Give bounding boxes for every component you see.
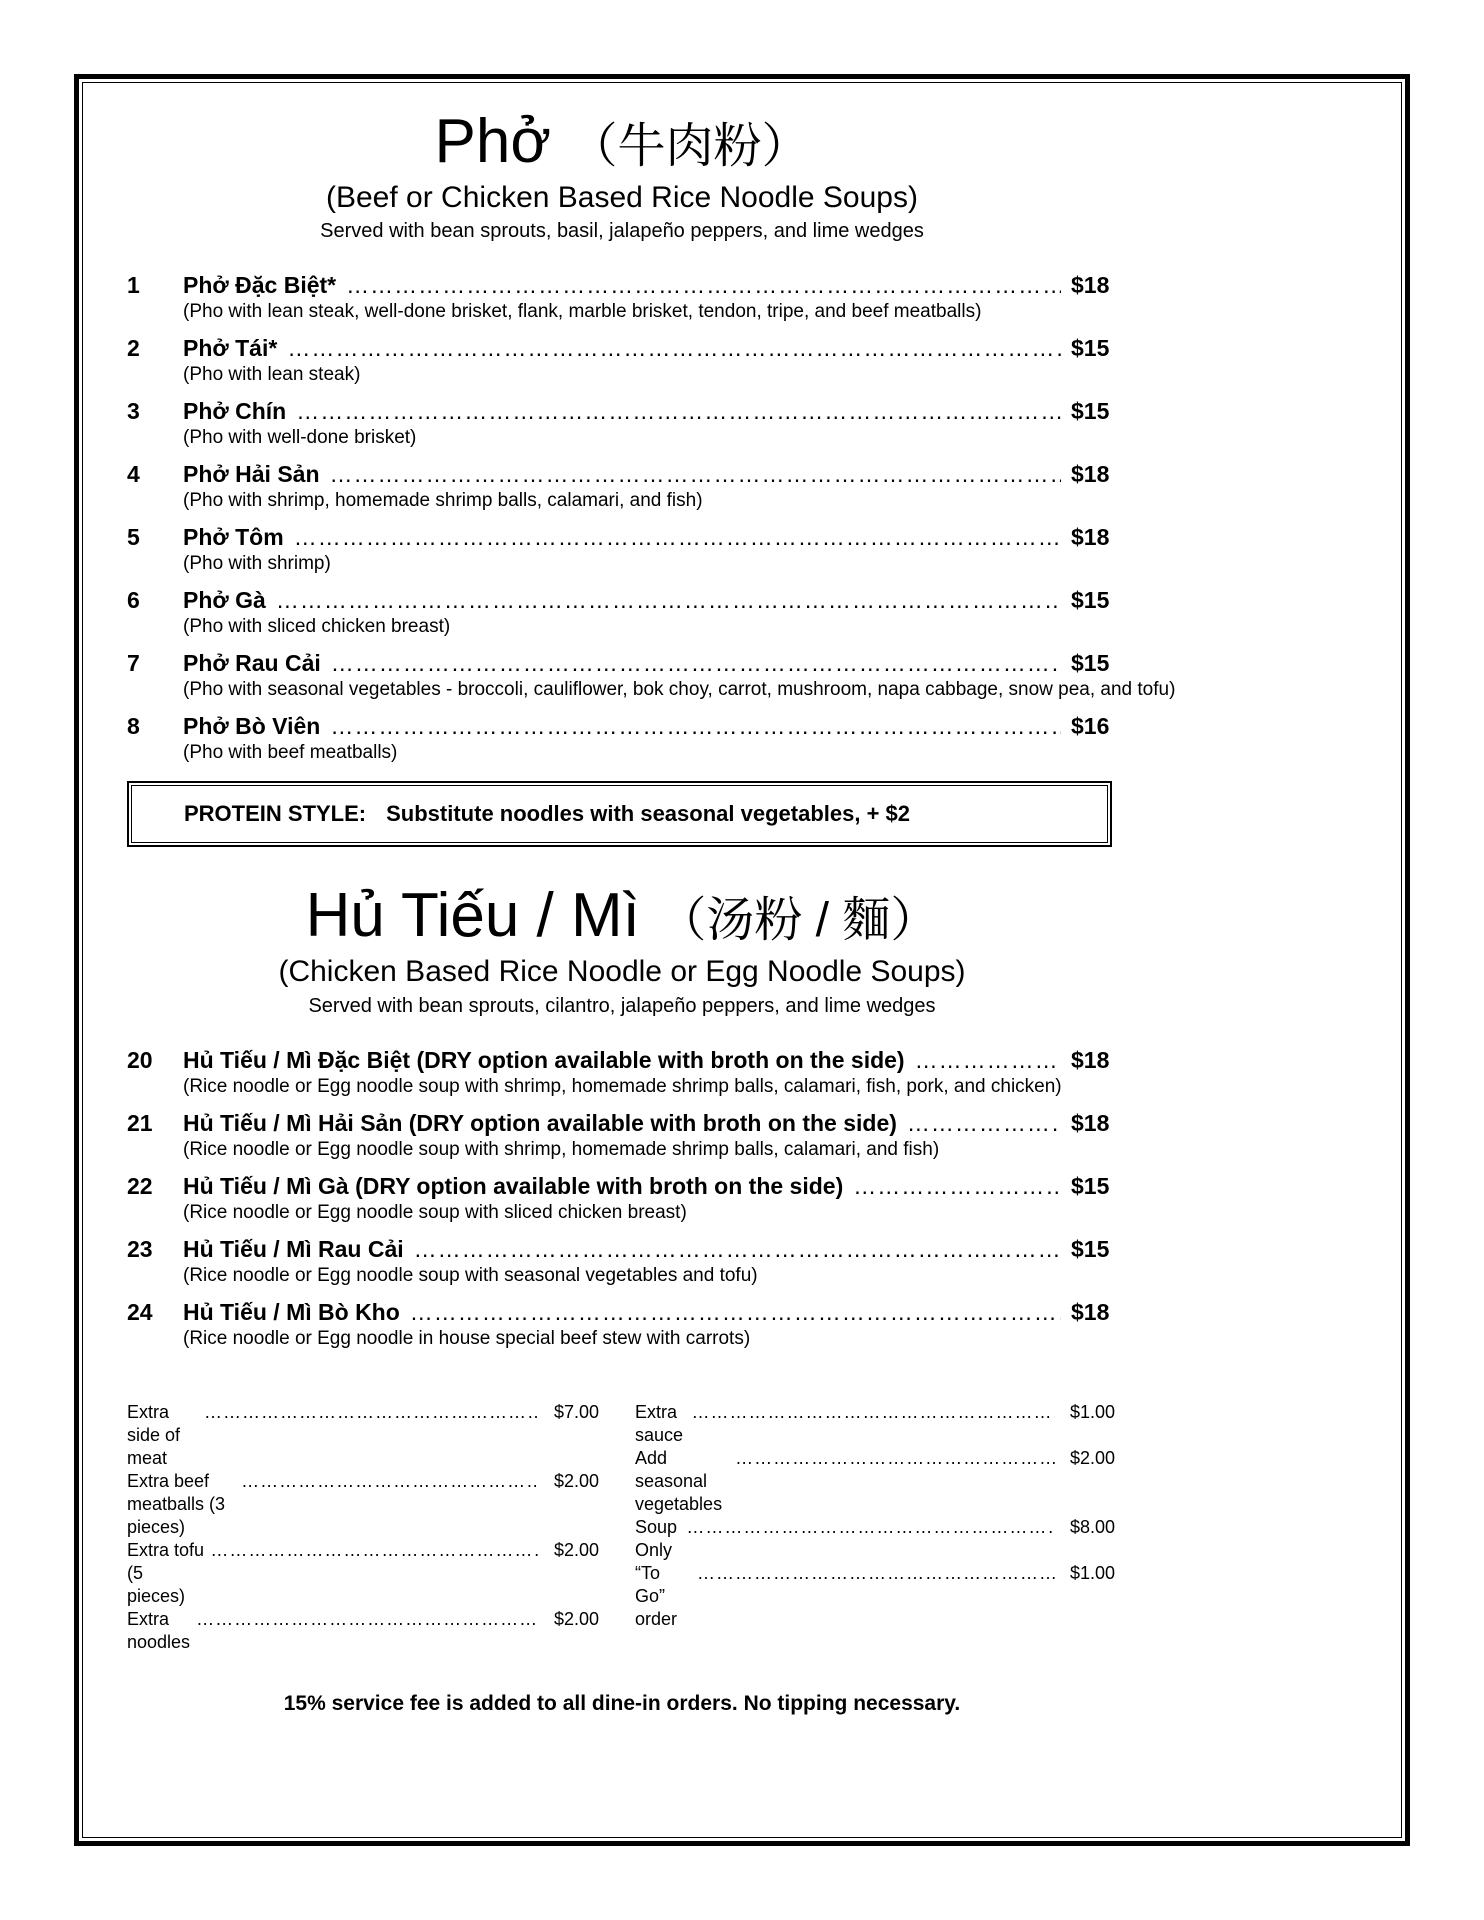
extra-price: $7.00 [553, 1401, 599, 1422]
extras-column-right [635, 1401, 1115, 1654]
item-price: $18 [1071, 1298, 1110, 1325]
protein-style-box-inner [131, 785, 1108, 843]
item-row [127, 1045, 1117, 1075]
item-row [127, 1234, 1117, 1264]
hutieu-section-header [127, 883, 1117, 1018]
extra-label: Extra beef meatballs (3 pieces) [127, 1470, 226, 1537]
item-price: $15 [1071, 650, 1110, 677]
dot-leader [287, 333, 1061, 363]
extra-item [635, 1447, 1115, 1516]
page-border-inner [82, 82, 1402, 1838]
item-name: Phở Chín [183, 398, 287, 425]
item-name: Phở Bò Viên [183, 713, 321, 740]
item-name: Hủ Tiếu / Mì Hải Sản (DRY option available with broth on the side) [183, 1109, 897, 1136]
extra-item [127, 1608, 599, 1654]
item-description: (Rice noodle or Egg noodle soup with seasonal vegetables and tofu) [183, 1264, 758, 1286]
item-number: 8 [127, 713, 140, 740]
item-row [127, 333, 1117, 363]
item-price: $18 [1071, 272, 1110, 299]
service-fee-note: 15% service fee is added to all dine-in orders. No tipping necessary. [283, 1691, 961, 1715]
extra-label: Extra tofu (5 pieces) [127, 1539, 205, 1606]
menu-item [127, 711, 1117, 765]
dot-leader [915, 1045, 1061, 1075]
item-name: Hủ Tiếu / Mì Bò Kho [183, 1298, 400, 1325]
item-description: (Pho with shrimp) [183, 553, 331, 575]
item-price: $15 [1071, 587, 1110, 614]
extra-item [635, 1562, 1115, 1631]
extra-price: $2.00 [553, 1608, 599, 1629]
item-description: (Pho with lean steak) [183, 364, 361, 386]
menu-content [127, 107, 1176, 1716]
item-row [127, 270, 1117, 300]
extra-label: Extra sauce [635, 1401, 684, 1445]
extra-item [127, 1539, 599, 1608]
menu-item [127, 522, 1117, 576]
menu-item [127, 459, 1117, 513]
dot-leader [331, 648, 1061, 678]
extras-column-left [127, 1401, 599, 1654]
item-row [127, 1297, 1117, 1327]
item-row [127, 459, 1117, 489]
dot-leader [210, 1539, 539, 1562]
item-number: 23 [127, 1235, 153, 1262]
item-description: (Pho with well-done brisket) [183, 427, 417, 449]
item-number: 7 [127, 650, 140, 677]
extra-label: Add seasonal vegetables [635, 1447, 723, 1514]
item-description: (Pho with lean steak, well-done brisket, flank, marble brisket, tendon, tripe, and beef meatballs) [183, 301, 982, 323]
item-number: 6 [127, 587, 140, 614]
item-number: 1 [127, 272, 140, 299]
dot-leader [330, 459, 1062, 489]
extra-price: $2.00 [1069, 1447, 1115, 1468]
item-description: (Rice noodle or Egg noodle in house special beef stew with carrots) [183, 1327, 751, 1349]
page-border [74, 74, 1410, 1846]
protein-style-box [127, 781, 1112, 847]
pho-items [127, 270, 1176, 765]
menu-item [127, 1045, 1117, 1099]
item-price: $15 [1071, 335, 1110, 362]
extra-item [127, 1401, 599, 1470]
dot-leader [686, 1516, 1055, 1539]
item-name: Phở Đặc Biệt* [183, 272, 337, 299]
item-name: Phở Tái* [183, 335, 278, 362]
item-price: $16 [1071, 713, 1110, 740]
menu-item [127, 585, 1117, 639]
hutieu-items [127, 1045, 1117, 1351]
item-price: $18 [1071, 1109, 1110, 1136]
item-description: (Rice noodle or Egg noodle soup with sliced chicken breast) [183, 1201, 687, 1223]
extra-label: Extra side of meat [127, 1401, 181, 1468]
extra-item [635, 1401, 1115, 1447]
dot-leader [692, 1401, 1055, 1424]
item-description: (Pho with beef meatballs) [183, 742, 398, 764]
item-number: 21 [127, 1109, 153, 1136]
dot-leader [410, 1297, 1061, 1327]
extra-price: $1.00 [1069, 1562, 1115, 1583]
hutieu-subtitle: (Chicken Based Rice Noodle or Egg Noodle Soups) [278, 955, 966, 989]
dot-leader [735, 1447, 1055, 1470]
menu-item [127, 1108, 1117, 1162]
protein-style-label: PROTEIN STYLE: [184, 801, 367, 827]
hutieu-title-vietnamese: Hủ Tiếu / Mì [305, 881, 640, 951]
menu-item [127, 333, 1117, 387]
dot-leader [204, 1401, 539, 1424]
item-number: 5 [127, 524, 140, 551]
item-row [127, 648, 1117, 678]
menu-item [127, 1297, 1117, 1351]
item-name: Phở Hải Sản [183, 461, 320, 488]
extra-label: Extra noodles [127, 1608, 191, 1652]
item-number: 24 [127, 1298, 153, 1325]
item-name: Hủ Tiếu / Mì Rau Cải [183, 1235, 404, 1262]
dot-leader [196, 1608, 539, 1631]
dot-leader [276, 585, 1061, 615]
item-name: Phở Tôm [183, 524, 284, 551]
item-price: $18 [1071, 461, 1110, 488]
item-number: 3 [127, 398, 140, 425]
hutieu-served-note: Served with bean sprouts, cilantro, jalapeño peppers, and lime wedges [308, 994, 936, 1017]
item-name: Hủ Tiếu / Mì Gà (DRY option available with broth on the side) [183, 1172, 844, 1199]
extra-price: $8.00 [1069, 1516, 1115, 1537]
hutieu-title [127, 883, 1117, 950]
dot-leader [853, 1171, 1061, 1201]
item-row [127, 1108, 1117, 1138]
item-number: 22 [127, 1172, 153, 1199]
item-name: Phở Gà [183, 587, 266, 614]
menu-item [127, 396, 1117, 450]
hutieu-title-chinese: （汤粉 / 麵） [658, 894, 939, 948]
item-name: Phở Rau Cải [183, 650, 321, 677]
dot-leader [414, 1234, 1061, 1264]
extras-section [127, 1401, 1117, 1654]
extra-price: $2.00 [553, 1539, 599, 1560]
item-number: 2 [127, 335, 140, 362]
menu-item [127, 1234, 1117, 1288]
item-description: (Pho with sliced chicken breast) [183, 616, 451, 638]
item-price: $15 [1071, 1172, 1110, 1199]
item-description: (Rice noodle or Egg noodle soup with shrimp, homemade shrimp balls, calamari, fish, pork, and chicken) [183, 1075, 1062, 1097]
pho-subtitle: (Beef or Chicken Based Rice Noodle Soups) [326, 180, 918, 214]
item-price: $18 [1071, 524, 1110, 551]
item-number: 4 [127, 461, 140, 488]
dot-leader [330, 711, 1061, 741]
item-price: $18 [1071, 1046, 1110, 1073]
pho-section-header [127, 109, 1117, 244]
item-price: $15 [1071, 398, 1110, 425]
item-name: Hủ Tiếu / Mì Đặc Biệt (DRY option available with broth on the side) [183, 1046, 905, 1073]
item-row [127, 522, 1117, 552]
item-row [127, 711, 1117, 741]
extra-item [635, 1516, 1115, 1562]
item-description: (Pho with shrimp, homemade shrimp balls, calamari, and fish) [183, 490, 703, 512]
extra-price: $2.00 [553, 1470, 599, 1491]
pho-served-note: Served with bean sprouts, basil, jalapeño peppers, and lime wedges [320, 220, 924, 243]
item-description: (Pho with seasonal vegetables - broccoli, cauliflower, bok choy, carrot, mushroom, napa cabbage, snow pea, and tofu) [183, 679, 1176, 701]
extra-item [127, 1470, 599, 1539]
pho-title [127, 109, 1117, 176]
item-row [127, 1171, 1117, 1201]
protein-style-text: Substitute noodles with seasonal vegetables, + $2 [386, 801, 910, 827]
dot-leader [241, 1470, 539, 1493]
extra-label: “To Go” order [635, 1562, 678, 1629]
extra-label: Soup Only [635, 1516, 678, 1560]
menu-item [127, 648, 1176, 702]
menu-item [127, 1171, 1117, 1225]
item-description: (Rice noodle or Egg noodle soup with shrimp, homemade shrimp balls, calamari, and fish) [183, 1138, 940, 1160]
dot-leader [296, 396, 1061, 426]
item-row [127, 396, 1117, 426]
dot-leader [294, 522, 1061, 552]
item-row [127, 585, 1117, 615]
menu-item [127, 270, 1117, 324]
item-price: $15 [1071, 1235, 1110, 1262]
item-number: 20 [127, 1046, 153, 1073]
pho-title-chinese: （牛肉粉） [569, 120, 810, 173]
dot-leader [907, 1108, 1061, 1138]
dot-leader [346, 270, 1061, 300]
dot-leader [697, 1562, 1055, 1585]
pho-title-vietnamese: Phở [434, 107, 552, 176]
extra-price: $1.00 [1069, 1401, 1115, 1422]
